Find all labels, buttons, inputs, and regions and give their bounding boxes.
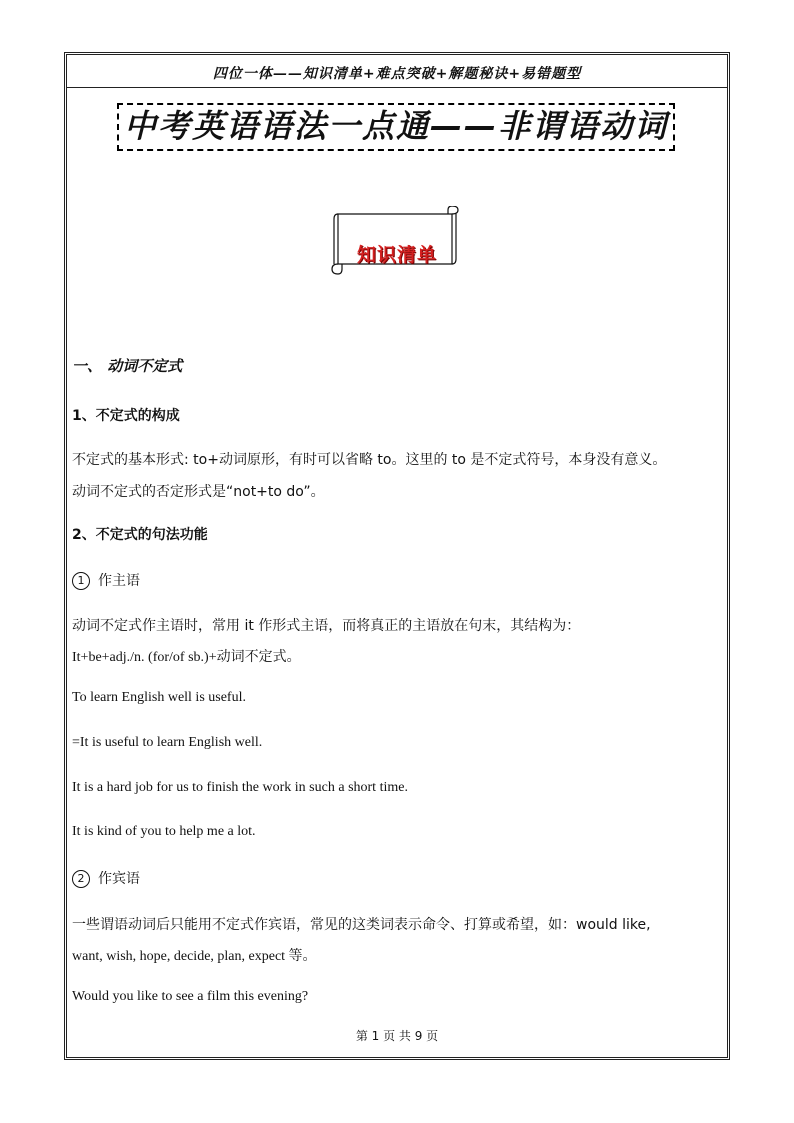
page-title: 中考英语语法一点通——非谓语动词 (123, 107, 668, 145)
example-sentence: =It is useful to learn English well. (72, 735, 263, 750)
paragraph-line: want, wish, hope, decide, plan, expect 等。 (72, 949, 317, 964)
list-item-subject (72, 570, 140, 590)
circled-number: 2 (72, 870, 90, 888)
circled-number: 1 (72, 572, 90, 590)
banner-knowledge-list: 知识清单 (356, 244, 437, 266)
subheading-functions: 2、不定式的句法功能 (72, 527, 208, 543)
page-inner-border (66, 54, 728, 1058)
page-footer: 第 1 页 共 9 页 (355, 1029, 439, 1043)
list-item-object (72, 868, 140, 888)
paragraph-line: 动词不定式的否定形式是“not+to do”。 (72, 484, 325, 500)
page-header: 四位一体——知识清单+难点突破+解题秘诀+易错题型 (212, 66, 582, 82)
example-sentence: It is kind of you to help me a lot. (72, 824, 256, 839)
subheading-construction: 1、不定式的构成 (72, 408, 180, 424)
header-divider (66, 87, 728, 88)
paragraph-line: 动词不定式作主语时，常用 it 作形式主语，而将真正的主语放在句末，其结构为： (72, 618, 581, 634)
example-sentence: It is a hard job for us to finish the work in such a short time. (72, 780, 408, 795)
example-sentence: Would you like to see a film this evening? (72, 989, 309, 1004)
paragraph-line: 一些谓语动词后只能用不定式作宾语，常见的这类词表示命令、打算或希望，如：would like, (72, 917, 651, 933)
example-sentence: To learn English well is useful. (72, 690, 246, 705)
paragraph-line: It+be+adj./n. (for/of sb.)+动词不定式。 (72, 650, 301, 665)
list-item-label: 作宾语 (98, 871, 140, 887)
section-heading: 一、 动词不定式 (72, 357, 183, 375)
list-item-label: 作主语 (98, 573, 140, 589)
paragraph-line: 不定式的基本形式: to+动词原形，有时可以省略 to。这里的 to 是不定式符号，本身没有意义。 (72, 452, 667, 468)
